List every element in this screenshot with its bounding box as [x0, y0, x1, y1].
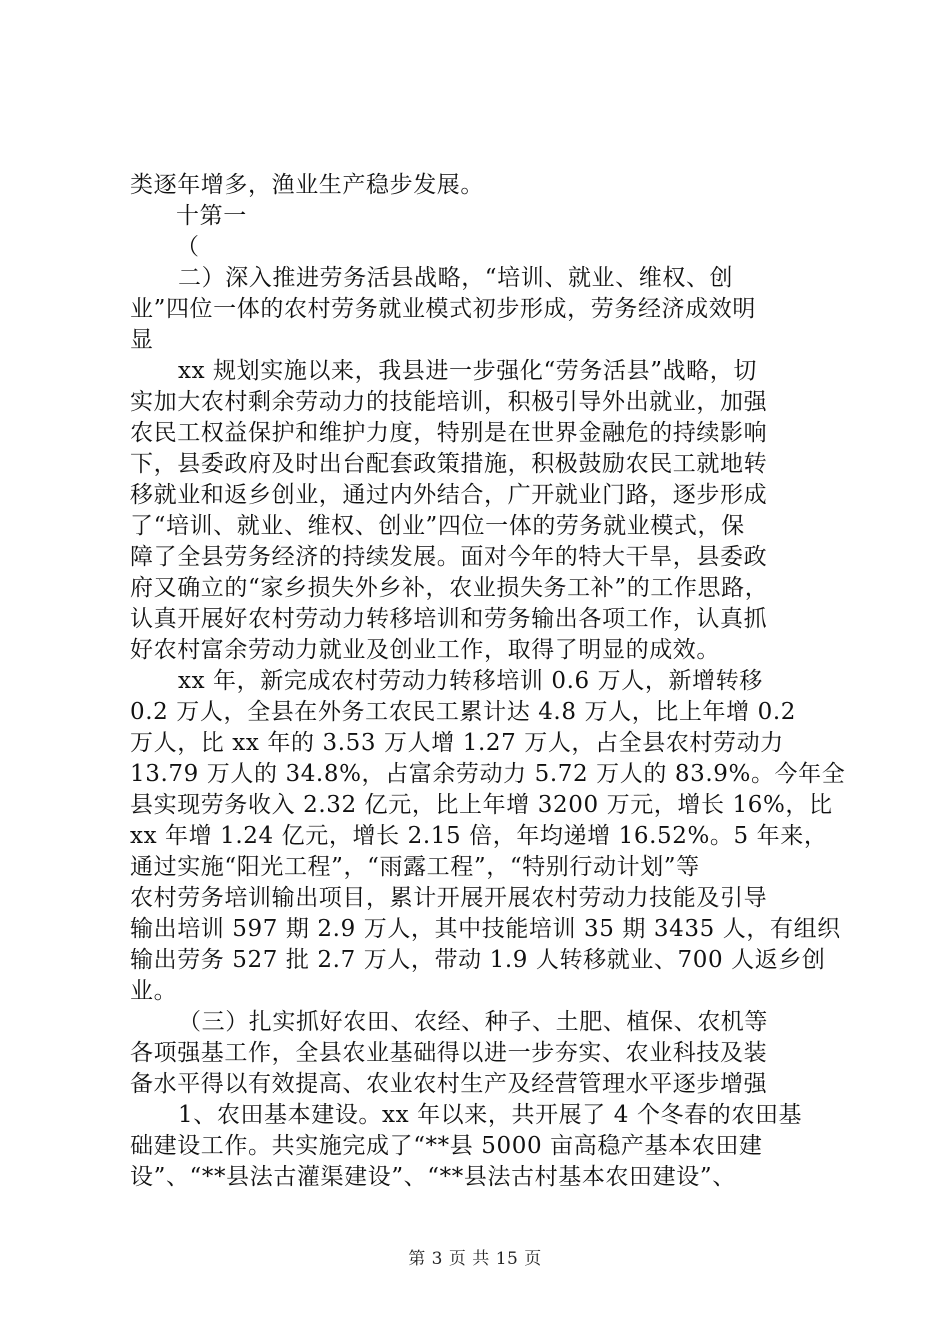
text-line: 障了全县劳务经济的持续发展。面对今年的特大干旱，县委政	[130, 544, 768, 570]
text-line: 设”、“**县法古灌渠建设”、“**县法古村基本农田建设”、	[130, 1164, 736, 1190]
text-line: 业”四位一体的农村劳务就业模式初步形成，劳务经济成效明	[130, 296, 756, 322]
text-line: 各项强基工作，全县农业基础得以进一步夯实、农业科技及装	[130, 1040, 768, 1066]
page-footer	[0, 1244, 950, 1269]
text-line: 通过实施“阳光工程”，“雨露工程”，“特别行动计划”等	[130, 854, 700, 880]
text-line: （三）扎实抓好农田、农经、种子、土肥、植保、农机等	[178, 1009, 768, 1035]
text-line: 十第一	[176, 203, 247, 229]
text-line: 移就业和返乡创业，通过内外结合，广开就业门路，逐步形成	[130, 482, 768, 508]
text-line: 了“培训、就业、维权、创业”四位一体的劳务就业模式，保	[130, 513, 745, 539]
text-line: 农民工权益保护和维护力度，特别是在世界金融危的持续影响	[130, 420, 768, 446]
text-line: 础建设工作。共实施完成了“**县 5000 亩高稳产基本农田建	[130, 1133, 763, 1159]
document-body	[130, 170, 846, 1193]
text-line: 实加大农村剩余劳动力的技能培训，积极引导外出就业，加强	[130, 389, 768, 415]
page-number-label: 第 3 页 共 15 页	[408, 1249, 542, 1269]
text-line: 下，县委政府及时出台配套政策措施，积极鼓励农民工就地转	[130, 451, 768, 477]
text-line: xx 年，新完成农村劳动力转移培训 0.6 万人，新增转移	[178, 668, 763, 694]
text-line: 业。	[130, 978, 178, 1004]
text-line: 认真开展好农村劳动力转移培训和劳务输出各项工作，认真抓	[130, 606, 768, 632]
text-line: 输出培训 597 期 2.9 万人，其中技能培训 35 期 3435 人，有组织	[130, 916, 841, 942]
text-line: 显	[130, 327, 154, 353]
text-line: （	[176, 234, 200, 260]
text-line: xx 年增 1.24 亿元，增长 2.15 倍，年均递增 16.52%。5 年来，	[130, 823, 828, 849]
text-line: 好农村富余劳动力就业及创业工作，取得了明显的成效。	[130, 637, 720, 663]
text-line: 二）深入推进劳务活县战略，“培训、就业、维权、创	[178, 265, 734, 291]
text-line: 0.2 万人，全县在外务工农民工累计达 4.8 万人，比上年增 0.2	[130, 699, 796, 725]
text-line: xx 规划实施以来，我县进一步强化“劳务活县”战略，切	[178, 358, 757, 384]
text-line: 万人，比 xx 年的 3.53 万人增 1.27 万人，占全县农村劳动力	[130, 730, 784, 756]
text-line: 备水平得以有效提高、农业农村生产及经营管理水平逐步增强	[130, 1071, 768, 1097]
text-line: 13.79 万人的 34.8%，占富余劳动力 5.72 万人的 83.9%。今年全	[130, 761, 846, 787]
text-line: 府又确立的“家乡损失外乡补，农业损失务工补”的工作思路，	[130, 575, 769, 601]
text-line: 类逐年增多，渔业生产稳步发展。	[130, 172, 484, 198]
text-line: 农村劳务培训输出项目，累计开展开展农村劳动力技能及引导	[130, 885, 768, 911]
text-line: 1、农田基本建设。xx 年以来，共开展了 4 个冬春的农田基	[178, 1102, 803, 1128]
text-line: 县实现劳务收入 2.32 亿元，比上年增 3200 万元，增长 16%，比	[130, 792, 833, 818]
text-line: 输出劳务 527 批 2.7 万人，带动 1.9 人转移就业、700 人返乡创	[130, 947, 826, 973]
